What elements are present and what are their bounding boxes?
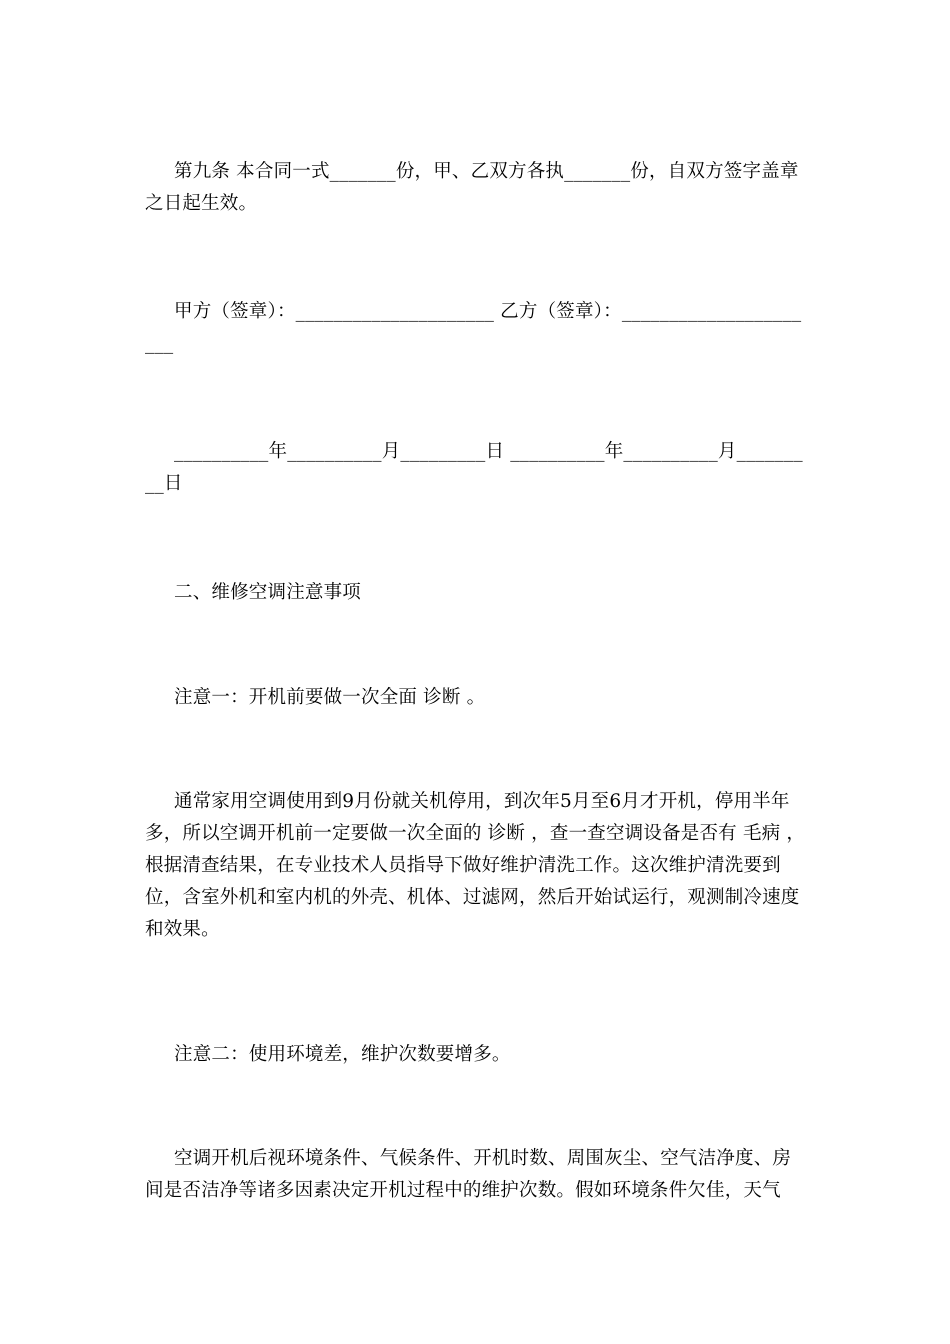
section-2-heading [145,577,807,609]
note-2-heading [145,1039,807,1071]
date-text: __________年__________月_________日 __________年__________月_________日 [145,441,803,494]
section-2-heading-text: 二、维修空调注意事项 [174,582,362,603]
note-1-body-text: 通常家用空调使用到9月份就关机停用，到次年5月至6月才开机，停用半年多，所以空调开机前一定要做一次全面的 诊断 ，查一查空调设备是否有 毛病 ，根据清查结果，在专业技术人员指导下做好维护清洗工作。这次维护清洗要到位，含室外机和室内机的外壳、机体、过滤网，然后开始试运行，观测制冷速度和效果。 [145,791,806,940]
article-9-paragraph [145,156,807,220]
signature-line [145,296,807,360]
note-1-heading [145,682,807,714]
note-1-heading-text: 注意一：开机前要做一次全面 诊断 。 [174,687,486,708]
article-9-text: 第九条 本合同一式_______份，甲、乙双方各执_______份，自双方签字盖章之日起生效。 [145,161,799,214]
note-2-heading-text: 注意二：使用环境差，维护次数要增多。 [174,1044,511,1065]
note-2-body-text: 空调开机后视环境条件、气候条件、开机时数、周围灰尘、空气洁净度、房间是否洁净等诸多因素决定开机过程中的维护次数。假如环境条件欠佳，天气 [145,1148,792,1201]
note-1-body [145,786,807,946]
signature-text: 甲方（签章）：_____________________ 乙方（签章）：______________________ [145,301,802,354]
note-2-body [145,1143,807,1207]
date-line [145,436,807,500]
